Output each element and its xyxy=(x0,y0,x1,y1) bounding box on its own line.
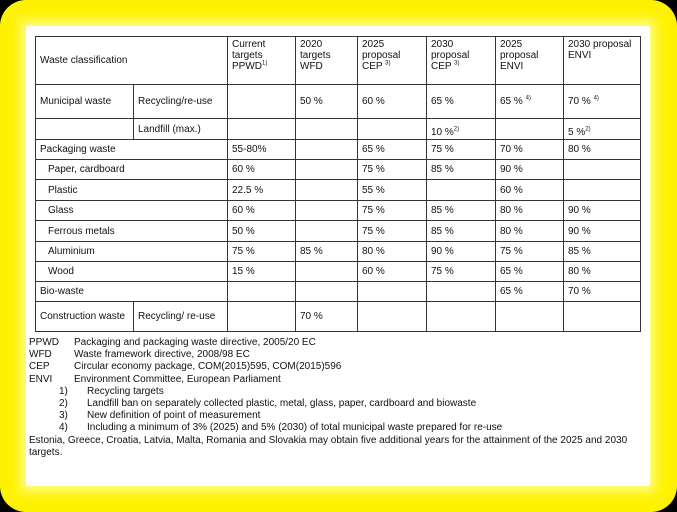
cell-envi-2025: 80 % xyxy=(496,201,564,221)
cell-envi-2030: 85 % xyxy=(564,242,641,262)
cell-cep-2025 xyxy=(358,119,427,140)
abbreviation-term: ENVI xyxy=(29,373,53,385)
header-cep-2030: 2030 proposal CEP $^{3)}$ xyxy=(427,37,496,85)
cell-cep-2030 xyxy=(427,282,496,302)
table-row xyxy=(36,282,641,302)
footnote-item xyxy=(29,398,645,410)
cell-cep-2025: 55 % xyxy=(358,180,427,201)
cell-current xyxy=(228,119,296,140)
cell-current: 50 % xyxy=(228,221,296,242)
abbreviation-item xyxy=(29,361,645,373)
table-row xyxy=(36,119,641,140)
cell-envi-2025: 70 % xyxy=(496,140,564,160)
cell-cep-2025: 75 % xyxy=(358,160,427,180)
cell-envi-2030: 90 % xyxy=(564,201,641,221)
header-envi-2030: 2030 proposal ENVI xyxy=(564,37,641,85)
table-row xyxy=(36,160,641,180)
row-label xyxy=(36,119,134,140)
cell-envi-2025: 65 % $^{4)}$ xyxy=(496,85,564,119)
cell-envi-2030: 80 % xyxy=(564,140,641,160)
cell-envi-2025: 65 % xyxy=(496,282,564,302)
cell-envi-2030: 70 % $^{4)}$ xyxy=(564,85,641,119)
cell-cep-2030: 65 % xyxy=(427,85,496,119)
cell-envi-2030: 70 % xyxy=(564,282,641,302)
header-classification: Waste classification xyxy=(36,37,228,85)
abbreviation-item xyxy=(29,349,645,361)
cell-current: 60 % xyxy=(228,201,296,221)
abbreviation-term: PPWD xyxy=(29,337,59,348)
footnote-item xyxy=(29,410,645,422)
footnote-item xyxy=(29,422,645,434)
abbreviation-definition: Waste framework directive, 2008/98 EC xyxy=(74,349,250,361)
footnote-item xyxy=(29,386,645,398)
abbreviation-term: WFD xyxy=(29,349,52,361)
footnote-number: 3) xyxy=(59,410,68,422)
waste-targets-table xyxy=(35,36,641,332)
cell-cep-2030: 85 % xyxy=(427,201,496,221)
cell-wfd xyxy=(296,282,358,302)
closing-note: Estonia, Greece, Croatia, Latvia, Malta, Romania and Slovakia may obtain five additional years for the attainment of the 2025 and 2030 targets. xyxy=(29,434,628,458)
cell-wfd xyxy=(296,180,358,201)
cell-current xyxy=(228,85,296,119)
abbreviation-definition: Environment Committee, European Parliament xyxy=(74,373,281,385)
abbreviation-term: CEP xyxy=(29,361,50,373)
footnote-number: 1) xyxy=(59,385,68,397)
cell-cep-2025: 60 % xyxy=(358,262,427,282)
row-label: Paper, cardboard xyxy=(36,160,228,180)
cell-envi-2030: 80 % xyxy=(564,262,641,282)
cell-envi-2030: 5 %$^{2)}$ xyxy=(564,119,641,140)
table-header-row xyxy=(36,37,641,85)
header-envi-2025: 2025 proposal ENVI xyxy=(496,37,564,85)
cell-envi-2025: 75 % xyxy=(496,242,564,262)
header-wfd-2020: 2020 targets WFD xyxy=(296,37,358,85)
row-label: Glass xyxy=(36,201,228,221)
table-row xyxy=(36,262,641,282)
cell-envi-2025: 80 % xyxy=(496,221,564,242)
cell-current: 60 % xyxy=(228,160,296,180)
cell-cep-2030: 75 % xyxy=(427,140,496,160)
row-label: Plastic xyxy=(36,180,228,201)
abbreviation-definition: Packaging and packaging waste directive, 2005/20 EC xyxy=(74,337,316,348)
table-row xyxy=(36,221,641,242)
footnote-text: Recycling targets xyxy=(87,385,164,397)
abbreviation-definition: Circular economy package, COM(2015)595, COM(2015)596 xyxy=(74,361,342,373)
row-label: Municipal waste xyxy=(36,85,134,119)
cell-current: 22.5 % xyxy=(228,180,296,201)
cell-cep-2025: 60 % xyxy=(358,85,427,119)
footnote-number: 2) xyxy=(59,398,68,410)
cell-current: 15 % xyxy=(228,262,296,282)
cell-wfd xyxy=(296,119,358,140)
cell-current: 75 % xyxy=(228,242,296,262)
table-row xyxy=(36,302,641,332)
cell-envi-2030 xyxy=(564,160,641,180)
row-label: Construction waste xyxy=(36,302,134,332)
cell-envi-2030: 90 % xyxy=(564,221,641,242)
cell-cep-2025: 75 % xyxy=(358,221,427,242)
cell-wfd xyxy=(296,140,358,160)
cell-wfd xyxy=(296,262,358,282)
cell-wfd xyxy=(296,160,358,180)
cell-envi-2025: 60 % xyxy=(496,180,564,201)
cell-wfd xyxy=(296,221,358,242)
cell-cep-2025: 80 % xyxy=(358,242,427,262)
cell-envi-2025: 65 % xyxy=(496,262,564,282)
cell-envi-2030 xyxy=(564,180,641,201)
cell-current: 55-80% xyxy=(228,140,296,160)
abbreviation-item xyxy=(29,337,645,349)
cell-cep-2030: 85 % xyxy=(427,221,496,242)
table-notes xyxy=(29,337,645,459)
footnote-text: Landfill ban on separately collected plastic, metal, glass, paper, cardboard and biowaste xyxy=(87,398,477,410)
abbreviation-item xyxy=(29,374,645,386)
row-label: Ferrous metals xyxy=(36,221,228,242)
row-sublabel: Recycling/ re-use xyxy=(134,302,228,332)
cell-envi-2025 xyxy=(496,119,564,140)
cell-cep-2030 xyxy=(427,180,496,201)
cell-current xyxy=(228,302,296,332)
row-label: Packaging waste xyxy=(36,140,228,160)
cell-wfd xyxy=(296,201,358,221)
document-sheet xyxy=(26,26,650,486)
cell-cep-2025: 65 % xyxy=(358,140,427,160)
table-row xyxy=(36,242,641,262)
cell-cep-2030: 10 %$^{2)}$ xyxy=(427,119,496,140)
cell-cep-2030: 85 % xyxy=(427,160,496,180)
cell-cep-2030: 75 % xyxy=(427,262,496,282)
cell-wfd: 85 % xyxy=(296,242,358,262)
cell-current xyxy=(228,282,296,302)
cell-cep-2025 xyxy=(358,282,427,302)
table-row xyxy=(36,180,641,201)
row-label: Aluminium xyxy=(36,242,228,262)
cell-cep-2025: 75 % xyxy=(358,201,427,221)
row-label: Wood xyxy=(36,262,228,282)
cell-cep-2030: 90 % xyxy=(427,242,496,262)
header-cep-2025: 2025 proposal CEP $^{3)}$ xyxy=(358,37,427,85)
row-sublabel: Landfill (max.) xyxy=(134,119,228,140)
cell-wfd: 70 % xyxy=(296,302,358,332)
cell-cep-2025 xyxy=(358,302,427,332)
row-sublabel: Recycling/re-use xyxy=(134,85,228,119)
table-row xyxy=(36,85,641,119)
footnote-text: Including a minimum of 3% (2025) and 5% (2030) of total municipal waste prepared for re-use xyxy=(87,422,503,434)
cell-envi-2030 xyxy=(564,302,641,332)
row-label: Bio-waste xyxy=(36,282,228,302)
footnote-number: 4) xyxy=(59,422,68,434)
cell-cep-2030 xyxy=(427,302,496,332)
cell-envi-2025 xyxy=(496,302,564,332)
footnote-text: New definition of point of measurement xyxy=(87,410,261,422)
header-current: Current targets PPWD$^{1)}$ xyxy=(228,37,296,85)
table-row xyxy=(36,201,641,221)
cell-wfd: 50 % xyxy=(296,85,358,119)
cell-envi-2025: 90 % xyxy=(496,160,564,180)
table-row xyxy=(36,140,641,160)
